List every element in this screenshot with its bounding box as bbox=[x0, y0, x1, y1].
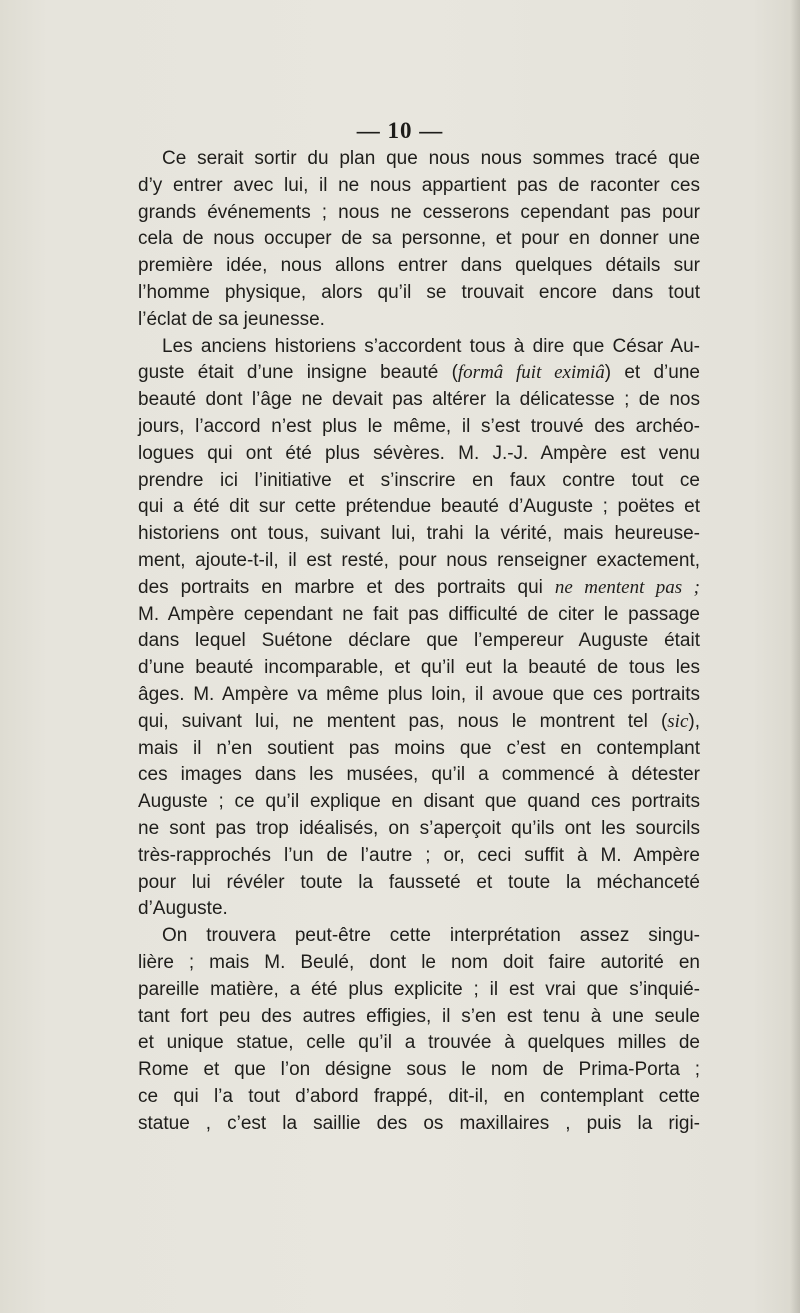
text-line: d’une beauté incomparable, et qu’il eut la beauté de tous les bbox=[138, 657, 700, 679]
text-line: ce qui l’a tout d’abord frappé, dit-il, en contemplant cette bbox=[138, 1085, 700, 1107]
text-line: cela de nous occuper de sa personne, et pour en donner une bbox=[138, 228, 700, 250]
text-line: Ce serait sortir du plan que nous nous sommes tracé que bbox=[162, 148, 700, 169]
italic-sic: sic bbox=[667, 710, 689, 732]
text-line: On trouvera peut-être cette interprétation assez singu- bbox=[162, 925, 700, 947]
text-line: dans lequel Suétone déclare que l’empereur Auguste était bbox=[138, 630, 700, 652]
text-line: M. Ampère cependant ne fait pas difficulté de citer le passage bbox=[138, 603, 700, 625]
text-line: pareille matière, a été plus explicite ; il est vrai que s’inquié- bbox=[138, 978, 700, 1000]
latin-quote: formâ fuit eximiâ bbox=[457, 362, 605, 384]
text-line: tant fort peu des autres effigies, il s’en est tenu à une seule bbox=[138, 1005, 700, 1027]
text-line: prendre ici l’initiative et s’inscrire en faux contre tout ce bbox=[138, 469, 700, 491]
text-line: logues qui ont été plus sévères. M. J.-J. Ampère est venu bbox=[138, 442, 700, 464]
text-line: première idée, nous allons entrer dans quelques détails sur bbox=[138, 255, 700, 277]
text-line: Auguste ; ce qu’il explique en disant que quand ces portraits bbox=[138, 791, 700, 813]
text-line: grands événements ; nous ne cesserons cependant pas pour bbox=[138, 201, 700, 223]
text-line: âges. M. Ampère va même plus loin, il avoue que ces portraits bbox=[138, 683, 700, 705]
text-line: l’homme physique, alors qu’il se trouvait encore dans tout bbox=[138, 281, 700, 303]
text-line: statue , c’est la saillie des os maxillaires , puis la rigi- bbox=[138, 1112, 700, 1134]
page-number: — 10 — bbox=[356, 118, 444, 143]
text-line: pour lui révéler toute la fausseté et toute la méchanceté bbox=[138, 871, 700, 893]
text-line: Les anciens historiens s’accordent tous à dire que César Au- bbox=[162, 335, 700, 357]
text-line: historiens ont tous, suivant lui, trahi la vérité, mais heureuse- bbox=[138, 523, 700, 545]
text-line: très-rapprochés l’un de l’autre ; or, ceci suffit à M. Ampère bbox=[138, 844, 700, 866]
text-line: qui, suivant lui, ne mentent pas, nous le montrent tel (sic), bbox=[138, 710, 700, 732]
text-line: qui a été dit sur cette prétendue beauté d’Auguste ; poëtes et bbox=[138, 496, 700, 518]
text-line: ces images dans les musées, qu’il a commencé à détester bbox=[138, 764, 700, 786]
text-line: d’y entrer avec lui, il ne nous appartient pas de raconter ces bbox=[138, 174, 700, 196]
text-line: l’éclat de sa jeunesse. bbox=[138, 308, 325, 330]
text-line: lière ; mais M. Beulé, dont le nom doit faire autorité en bbox=[138, 951, 700, 973]
text-line: mais il n’en soutient pas moins que c’est en contemplant bbox=[138, 737, 700, 759]
text-line: et unique statue, celle qu’il a trouvée à quelques milles de bbox=[138, 1032, 700, 1054]
text-line: Rome et que l’on désigne sous le nom de Prima-Porta ; bbox=[138, 1059, 700, 1081]
page-edge-shadow bbox=[790, 0, 800, 1313]
text-line: jours, l’accord n’est plus le même, il s’est trouvé des archéo- bbox=[138, 415, 700, 437]
text-line: ment, ajoute-t-il, il est resté, pour nous renseigner exactement, bbox=[138, 549, 700, 571]
text-line: des portraits en marbre et des portraits qui ne mentent pas ; bbox=[138, 576, 700, 598]
text-line: beauté dont l’âge ne devait pas altérer la délicatesse ; de nos bbox=[138, 389, 700, 411]
body-text bbox=[138, 146, 700, 1137]
text-line: d’Auguste. bbox=[138, 898, 228, 920]
italic-phrase: ne mentent pas ; bbox=[554, 576, 700, 598]
text-line: guste était d’une insigne beauté (formâ fuit eximiâ) et d’une bbox=[138, 362, 700, 384]
text-line: ne sont pas trop idéalisés, on s’aperçoit qu’ils ont les sourcils bbox=[138, 817, 700, 839]
